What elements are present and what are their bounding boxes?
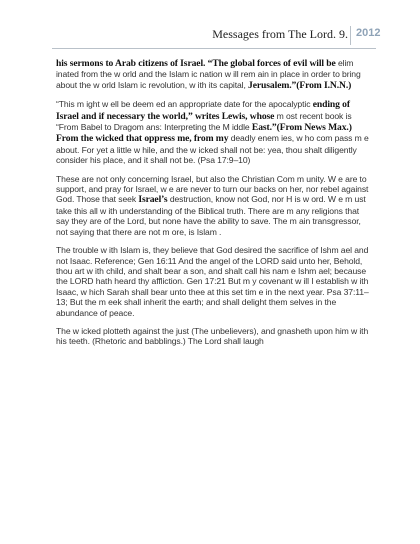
paragraph xyxy=(56,174,374,237)
header-rule xyxy=(52,48,376,49)
text-segment: These are not only concerning Israel, but also the Christian Com m unity. W e are to support, and pray for Israel, w e are never to turn our backs on her, nor rebel against God. Those that seek xyxy=(56,173,369,205)
bold-text-segment: East.”(From News Max.) From the wicked that oppress me, from my xyxy=(56,122,352,145)
header-divider xyxy=(350,26,351,45)
bold-text-segment: Jerusalem.”(From I.N.N.) xyxy=(248,79,352,91)
paragraph xyxy=(56,326,374,347)
bold-text-segment: his sermons to Arab citizens of Israel. “The global forces of evil will be xyxy=(56,58,338,69)
header-year: 2012 xyxy=(356,27,381,39)
text-segment: “This m ight w ell be deem ed an appropriate date for the apocalyptic xyxy=(56,99,313,110)
paragraph xyxy=(56,58,374,91)
body-text xyxy=(56,58,374,355)
page-header xyxy=(0,22,420,50)
text-segment: destruction, know not God, nor H is w ord. W e m ust take this all w ith understanding of the Biblical truth. There are m any religions that say they are of the Lord, but none have the ability to save. The m ain transgressor, not saying that there are not m ore, is Islam . xyxy=(56,194,366,237)
text-segment: elim inated from the w orld and the Islam ic nation w ill rem ain in place in order to bring about the w orld Islam ic revolution, w ith its capital, xyxy=(56,58,361,90)
text-segment: The trouble w ith Islam is, they believe that God desired the sacrifice of Ishm ael and not Isaac. Reference; Gen 16:11 And the angel of the LORD said unto her, Behold, thou art w ith child, and shalt bear a son, and shalt call his nam e Ishm ael; because the LORD hath heard thy affliction. Gen 17:21 But m y covenant w ill I establish w ith Isaac, w hich Sarah shall bear unto thee at this set tim e in the next year. Psa 37:11–13; But the m eek shall inherit the earth; and shall delight them selves in the abundance of peace. xyxy=(56,245,369,318)
text-segment: m ost recent book is “From Babel to Dragom ans: Interpreting the M iddle xyxy=(56,110,352,133)
bold-text-segment: Israel’s xyxy=(138,194,168,206)
text-segment: The w icked plotteth against the just (The unbelievers), and gnasheth upon him w ith his teeth. (Rhetoric and babblings.) The Lord shall laugh xyxy=(56,325,369,347)
text-segment: deadly enem ies, w ho com pass m e about. For yet a little w hile, and the w icked shall not be: yea, thou shalt diligently consider his place, and it shall not be. (Psa 17:9–10) xyxy=(56,133,369,166)
paragraph xyxy=(56,245,374,318)
bold-text-segment: ending of Israel and if necessary the world,” writes Lewis, whose xyxy=(56,99,350,122)
paragraph xyxy=(56,99,374,165)
header-title: Messages from The Lord. 9. xyxy=(212,27,348,41)
